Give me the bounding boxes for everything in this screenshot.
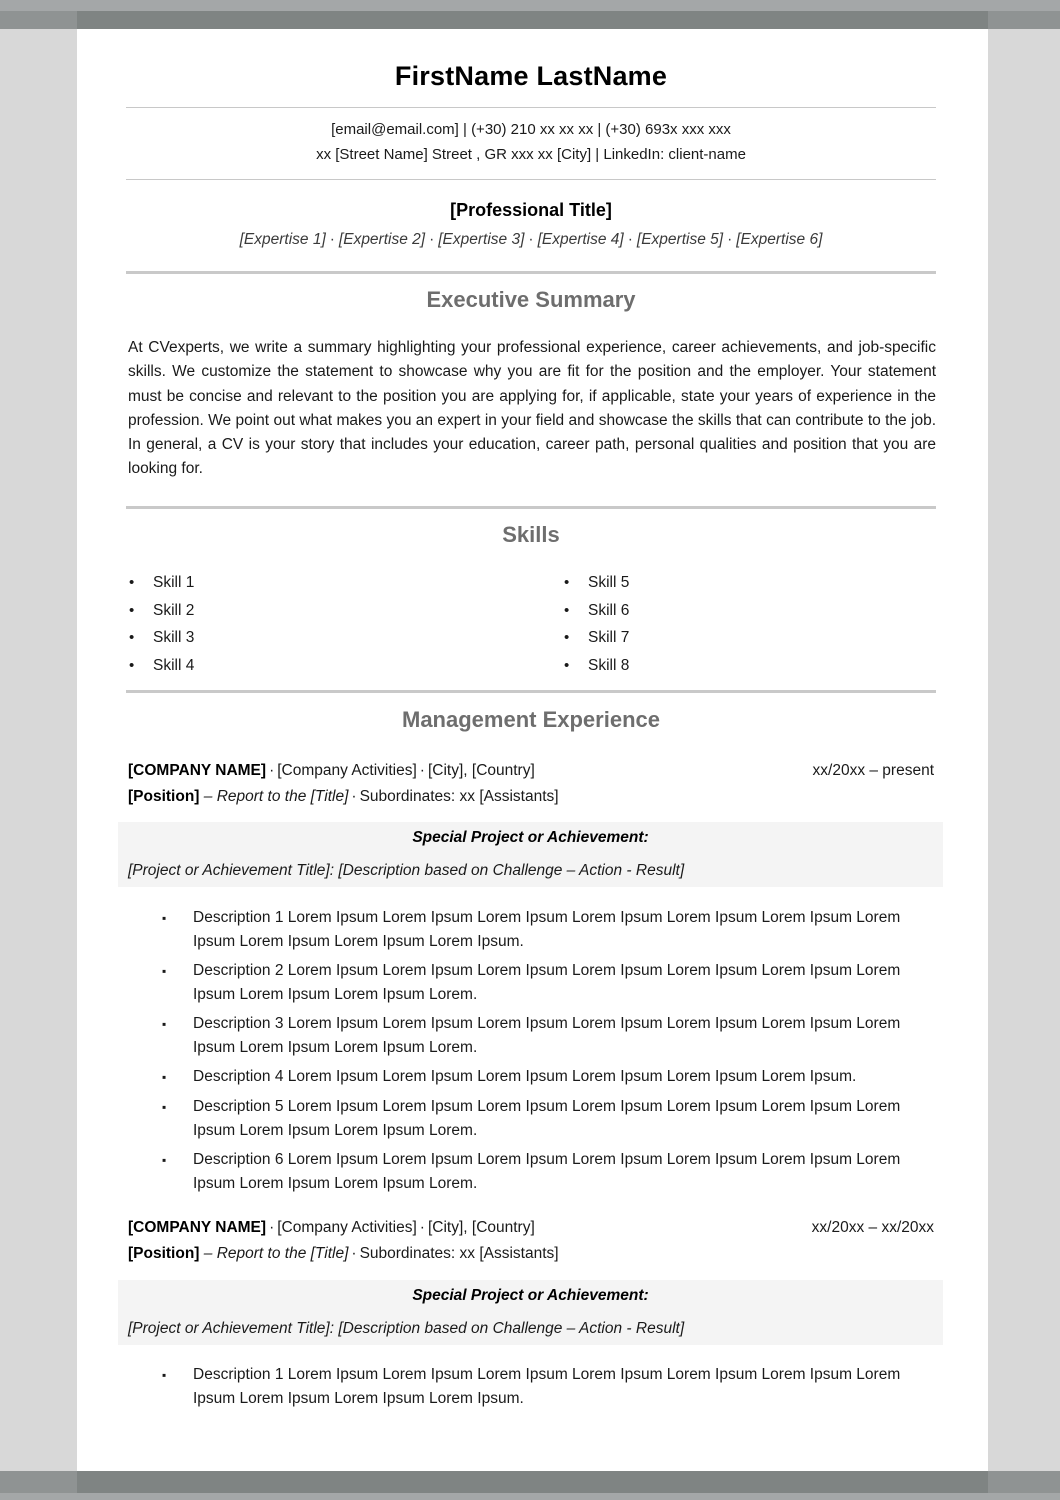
company-name: [COMPANY NAME] [128, 1219, 267, 1236]
section-divider [126, 271, 936, 274]
bullet-icon: • [564, 656, 570, 674]
description-item: ▪ Description 1 Lorem Ipsum Lorem Ipsum Lorem Ipsum Lorem Ipsum Lorem Ipsum Lorem Ipsum Lorem Ipsum Lorem Ipsum Lorem Ipsum Lorem Ipsum. [162, 1363, 922, 1412]
expertise-list [126, 231, 936, 249]
skill-item: • Skill 4 [126, 652, 506, 680]
job-dates: xx/20xx – present [812, 762, 934, 779]
skill-item: • Skill 8 [561, 652, 941, 680]
bullet-icon: ▪ [162, 964, 167, 978]
expertise-separator: · [727, 231, 733, 248]
top-frame-band-dark [0, 11, 1060, 29]
expertise-separator: · [627, 231, 633, 248]
bullet-icon: • [129, 601, 135, 619]
section-title-executive-summary: Executive Summary [426, 287, 636, 312]
company-activities: [Company Activities] [277, 1219, 417, 1236]
skill-item: • Skill 3 [126, 624, 506, 652]
position-title: [Position] [128, 1245, 200, 1262]
professional-title: [Professional Title] [450, 200, 612, 220]
expertise-item: [Expertise 6] [736, 231, 823, 248]
achievement-heading: Special Project or Achievement: [412, 1287, 649, 1304]
bullet-icon: • [129, 656, 135, 674]
expertise-item: [Expertise 3] [438, 231, 525, 248]
subordinates: Subordinates: xx [Assistants] [359, 1245, 559, 1262]
bullet-icon: ▪ [162, 1070, 167, 1084]
description-item: ▪ Description 1 Lorem Ipsum Lorem Ipsum Lorem Ipsum Lorem Ipsum Lorem Ipsum Lorem Ipsum Lorem Ipsum Lorem Ipsum Lorem Ipsum Lorem Ipsum. [162, 906, 922, 955]
skill-item: • Skill 2 [126, 597, 506, 625]
subordinates: Subordinates: xx [Assistants] [359, 788, 559, 805]
company-location: [City], [Country] [427, 762, 535, 779]
skill-item: • Skill 5 [561, 569, 941, 597]
achievement-heading: Special Project or Achievement: [412, 829, 649, 846]
bullet-icon: ▪ [162, 1017, 167, 1031]
expertise-separator: · [329, 231, 335, 248]
bullet-icon: • [564, 629, 570, 647]
job-position-line [128, 1245, 934, 1263]
description-item: ▪ Description 6 Lorem Ipsum Lorem Ipsum Lorem Ipsum Lorem Ipsum Lorem Ipsum Lorem Ipsum Lorem Ipsum Lorem Ipsum Lorem Ipsum Lorem. [162, 1148, 922, 1197]
bullet-icon: • [564, 574, 570, 591]
bullet-icon: ▪ [162, 1368, 167, 1382]
separator: · [419, 762, 425, 779]
header-divider-bottom [126, 179, 936, 180]
expertise-item: [Expertise 2] [338, 231, 426, 248]
separator: · [269, 762, 275, 779]
executive-summary-text: At CVexperts, we write a summary highlighting your professional experience, career achievements, and job-specific skills. We customize the statement to showcase why you are fit for the position and the employer. Your statement must be concise and relevant to the position you are applying for, if applicable, state your years of experience in the profession. We point out what makes you an expert in your field and showcase the skills that can contribute to the job. In general, a CV is your story that includes your education, career path, personal qualities and position that you are looking for. [128, 339, 936, 478]
company-location: [City], [Country] [427, 1219, 535, 1236]
candidate-name: FirstName LastName [394, 61, 668, 91]
skill-item: • Skill 1 [126, 569, 506, 597]
skill-item: • Skill 6 [561, 597, 941, 625]
section-title-management-experience: Management Experience [402, 707, 660, 732]
expertise-separator: · [429, 231, 435, 248]
achievement-text: [Project or Achievement Title]: [Description based on Challenge – Action - Result] [128, 862, 685, 879]
separator: · [269, 1219, 275, 1236]
bullet-icon: • [564, 601, 570, 619]
achievement-text: [Project or Achievement Title]: [Description based on Challenge – Action - Result] [128, 1320, 685, 1337]
job-company-line [128, 1219, 934, 1237]
resume-page [77, 29, 988, 1471]
description-item: ▪ Description 2 Lorem Ipsum Lorem Ipsum Lorem Ipsum Lorem Ipsum Lorem Ipsum Lorem Ipsum Lorem Ipsum Lorem Ipsum Lorem Ipsum Lorem. [162, 959, 922, 1008]
skills-column-left [126, 569, 506, 679]
top-frame-band-light [0, 0, 1060, 11]
description-item: ▪ Description 5 Lorem Ipsum Lorem Ipsum Lorem Ipsum Lorem Ipsum Lorem Ipsum Lorem Ipsum Lorem Ipsum Lorem Ipsum Lorem Ipsum Lorem. [162, 1095, 922, 1144]
achievement-box [118, 822, 943, 887]
expertise-separator: · [528, 231, 534, 248]
section-title-skills: Skills [502, 522, 560, 547]
section-divider [126, 506, 936, 509]
skills-column-right [561, 569, 941, 679]
expertise-item: [Expertise 4] [537, 231, 624, 248]
separator: · [351, 1245, 357, 1262]
contact-line-address-linkedin: xx [Street Name] Street , GR xxx xx [City] | LinkedIn: client-name [316, 146, 746, 163]
position-title: [Position] [128, 788, 200, 805]
bottom-frame-band-light [0, 1493, 1060, 1500]
bullet-icon: ▪ [162, 1153, 167, 1167]
report-to: – Report to the [Title] [203, 788, 349, 805]
section-divider [126, 690, 936, 693]
bullet-icon: ▪ [162, 1100, 167, 1114]
expertise-item: [Expertise 5] [636, 231, 724, 248]
bottom-frame-band-dark [0, 1471, 1060, 1493]
header-divider-top [126, 107, 936, 108]
job-company-line [128, 762, 934, 780]
contact-line-email-phone: [email@email.com] | (+30) 210 xx xx xx | (+30) 693x xxx xxx [331, 121, 731, 138]
separator: · [419, 1219, 425, 1236]
bullet-icon: • [129, 629, 135, 647]
description-item: ▪ Description 3 Lorem Ipsum Lorem Ipsum Lorem Ipsum Lorem Ipsum Lorem Ipsum Lorem Ipsum Lorem Ipsum Lorem Ipsum Lorem Ipsum Lorem. [162, 1012, 922, 1061]
expertise-item: [Expertise 1] [239, 231, 326, 248]
job-dates: xx/20xx – xx/20xx [811, 1219, 934, 1236]
description-item: ▪ Description 4 Lorem Ipsum Lorem Ipsum Lorem Ipsum Lorem Ipsum Lorem Ipsum Lorem Ipsum. [162, 1065, 922, 1089]
skill-item: • Skill 7 [561, 624, 941, 652]
bullet-icon: • [129, 574, 135, 591]
company-name: [COMPANY NAME] [128, 762, 267, 779]
achievement-box [118, 1280, 943, 1345]
top-frame-band-inner [77, 11, 988, 29]
bottom-frame-band-inner [77, 1471, 988, 1493]
report-to: – Report to the [Title] [203, 1245, 349, 1262]
bullet-icon: ▪ [162, 911, 167, 925]
company-activities: [Company Activities] [277, 762, 417, 779]
job-position-line [128, 788, 934, 806]
separator: · [351, 788, 357, 805]
